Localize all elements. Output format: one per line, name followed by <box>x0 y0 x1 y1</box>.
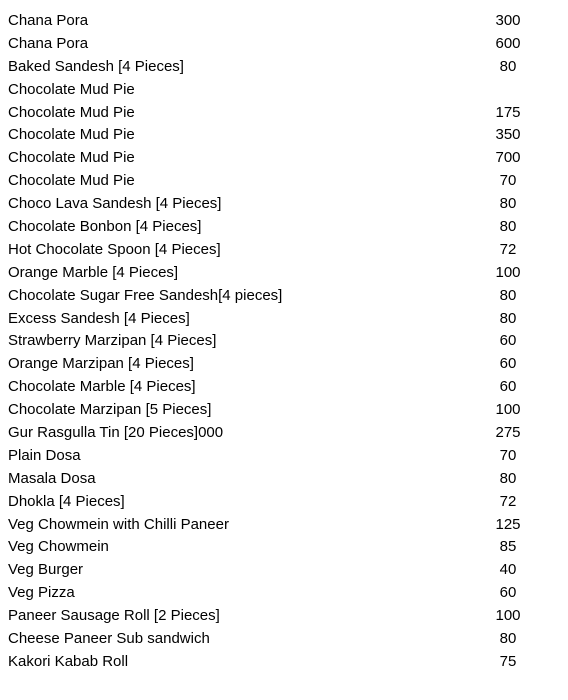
menu-item-price: 600 <box>495 34 521 52</box>
menu-item-price: 60 <box>499 378 517 396</box>
menu-item-name: Veg Chowmein with Chilli Paneer <box>8 515 229 533</box>
menu-item-price: 40 <box>499 561 517 579</box>
menu-item-row <box>8 422 538 445</box>
menu-item-row <box>8 445 538 468</box>
menu-item-name: Gur Rasgulla Tin [20 Pieces]000 <box>8 424 224 442</box>
menu-item-row <box>8 262 538 285</box>
menu-item-price: 60 <box>499 584 517 602</box>
menu-item-price: 700 <box>495 149 521 167</box>
menu-item-row <box>8 399 538 422</box>
menu-item-row <box>8 147 538 170</box>
menu-item-price: 100 <box>495 263 521 281</box>
menu-item-row <box>8 628 538 651</box>
menu-item-price: 70 <box>499 446 517 464</box>
menu-item-name: Kakori Kabab Roll <box>8 652 129 670</box>
menu-item-price: 80 <box>499 469 517 487</box>
menu-list <box>8 10 538 674</box>
menu-item-price: 70 <box>499 172 517 190</box>
menu-item-name: Plain Dosa <box>8 446 81 464</box>
menu-item-row <box>8 514 538 537</box>
menu-item-name: Dhokla [4 Pieces] <box>8 492 125 510</box>
menu-item-name: Chocolate Bonbon [4 Pieces] <box>8 218 202 236</box>
menu-item-name: Strawberry Marzipan [4 Pieces] <box>8 332 217 350</box>
menu-item-price: 80 <box>499 195 517 213</box>
menu-item-row <box>8 33 538 56</box>
menu-item-name: Masala Dosa <box>8 469 96 487</box>
menu-item-price: 80 <box>499 630 517 648</box>
menu-item-price: 100 <box>495 607 521 625</box>
menu-item-row <box>8 102 538 125</box>
menu-item-price: 75 <box>499 652 517 670</box>
menu-item-price: 275 <box>495 424 521 442</box>
menu-item-price: 80 <box>499 218 517 236</box>
menu-item-name: Hot Chocolate Spoon [4 Pieces] <box>8 240 221 258</box>
menu-item-name: Choco Lava Sandesh [4 Pieces] <box>8 195 222 213</box>
menu-item-name: Cheese Paneer Sub sandwich <box>8 630 210 648</box>
menu-item-price: 300 <box>495 12 521 29</box>
menu-item-row <box>8 468 538 491</box>
menu-item-price: 350 <box>495 126 521 144</box>
menu-item-name: Excess Sandesh [4 Pieces] <box>8 309 190 327</box>
menu-item-name: Chocolate Mud Pie <box>8 126 135 144</box>
menu-item-name: Orange Marzipan [4 Pieces] <box>8 355 194 373</box>
menu-item-name: Chocolate Marzipan [5 Pieces] <box>8 401 212 419</box>
menu-item-name: Veg Pizza <box>8 584 75 602</box>
menu-item-row <box>8 491 538 514</box>
menu-item-name: Veg Burger <box>8 561 84 579</box>
menu-item-name: Baked Sandesh [4 Pieces] <box>8 57 184 75</box>
menu-item-row <box>8 330 538 353</box>
menu-item-price: 125 <box>495 515 521 533</box>
menu-item-name: Chocolate Mud Pie <box>8 172 135 190</box>
menu-item-row <box>8 605 538 628</box>
menu-item-price: 80 <box>499 309 517 327</box>
menu-item-name: Paneer Sausage Roll [2 Pieces] <box>8 607 220 625</box>
menu-item-row <box>8 10 538 33</box>
menu-item-price: 100 <box>495 401 521 419</box>
menu-item-row <box>8 353 538 376</box>
menu-item-price: 85 <box>499 538 517 556</box>
menu-item-name: Chocolate Mud Pie <box>8 80 135 98</box>
menu-item-row <box>8 193 538 216</box>
menu-item-row <box>8 79 538 102</box>
menu-item-name: Chocolate Sugar Free Sandesh[4 pieces] <box>8 286 283 304</box>
menu-item-price: 80 <box>499 286 517 304</box>
menu-item-name: Chocolate Marble [4 Pieces] <box>8 378 196 396</box>
menu-item-row <box>8 536 538 559</box>
menu-item-name: Veg Chowmein <box>8 538 109 556</box>
menu-item-price: 60 <box>499 355 517 373</box>
menu-item-row <box>8 216 538 239</box>
menu-item-price: 60 <box>499 332 517 350</box>
menu-item-row <box>8 559 538 582</box>
menu-item-row <box>8 56 538 79</box>
menu-item-row <box>8 239 538 262</box>
menu-item-row <box>8 124 538 147</box>
menu-item-price: 72 <box>499 240 517 258</box>
menu-item-price: 80 <box>499 57 517 75</box>
menu-item-row <box>8 651 538 674</box>
menu-item-row <box>8 376 538 399</box>
menu-item-row <box>8 308 538 331</box>
menu-item-price: 72 <box>499 492 517 510</box>
menu-item-name: Chana Pora <box>8 12 89 29</box>
menu-item-row <box>8 582 538 605</box>
menu-item-name: Orange Marble [4 Pieces] <box>8 263 179 281</box>
menu-item-row <box>8 285 538 308</box>
menu-item-price: 175 <box>495 103 521 121</box>
menu-item-name: Chocolate Mud Pie <box>8 149 135 167</box>
menu-item-name: Chocolate Mud Pie <box>8 103 135 121</box>
menu-item-row <box>8 170 538 193</box>
menu-item-name: Chana Pora <box>8 34 89 52</box>
